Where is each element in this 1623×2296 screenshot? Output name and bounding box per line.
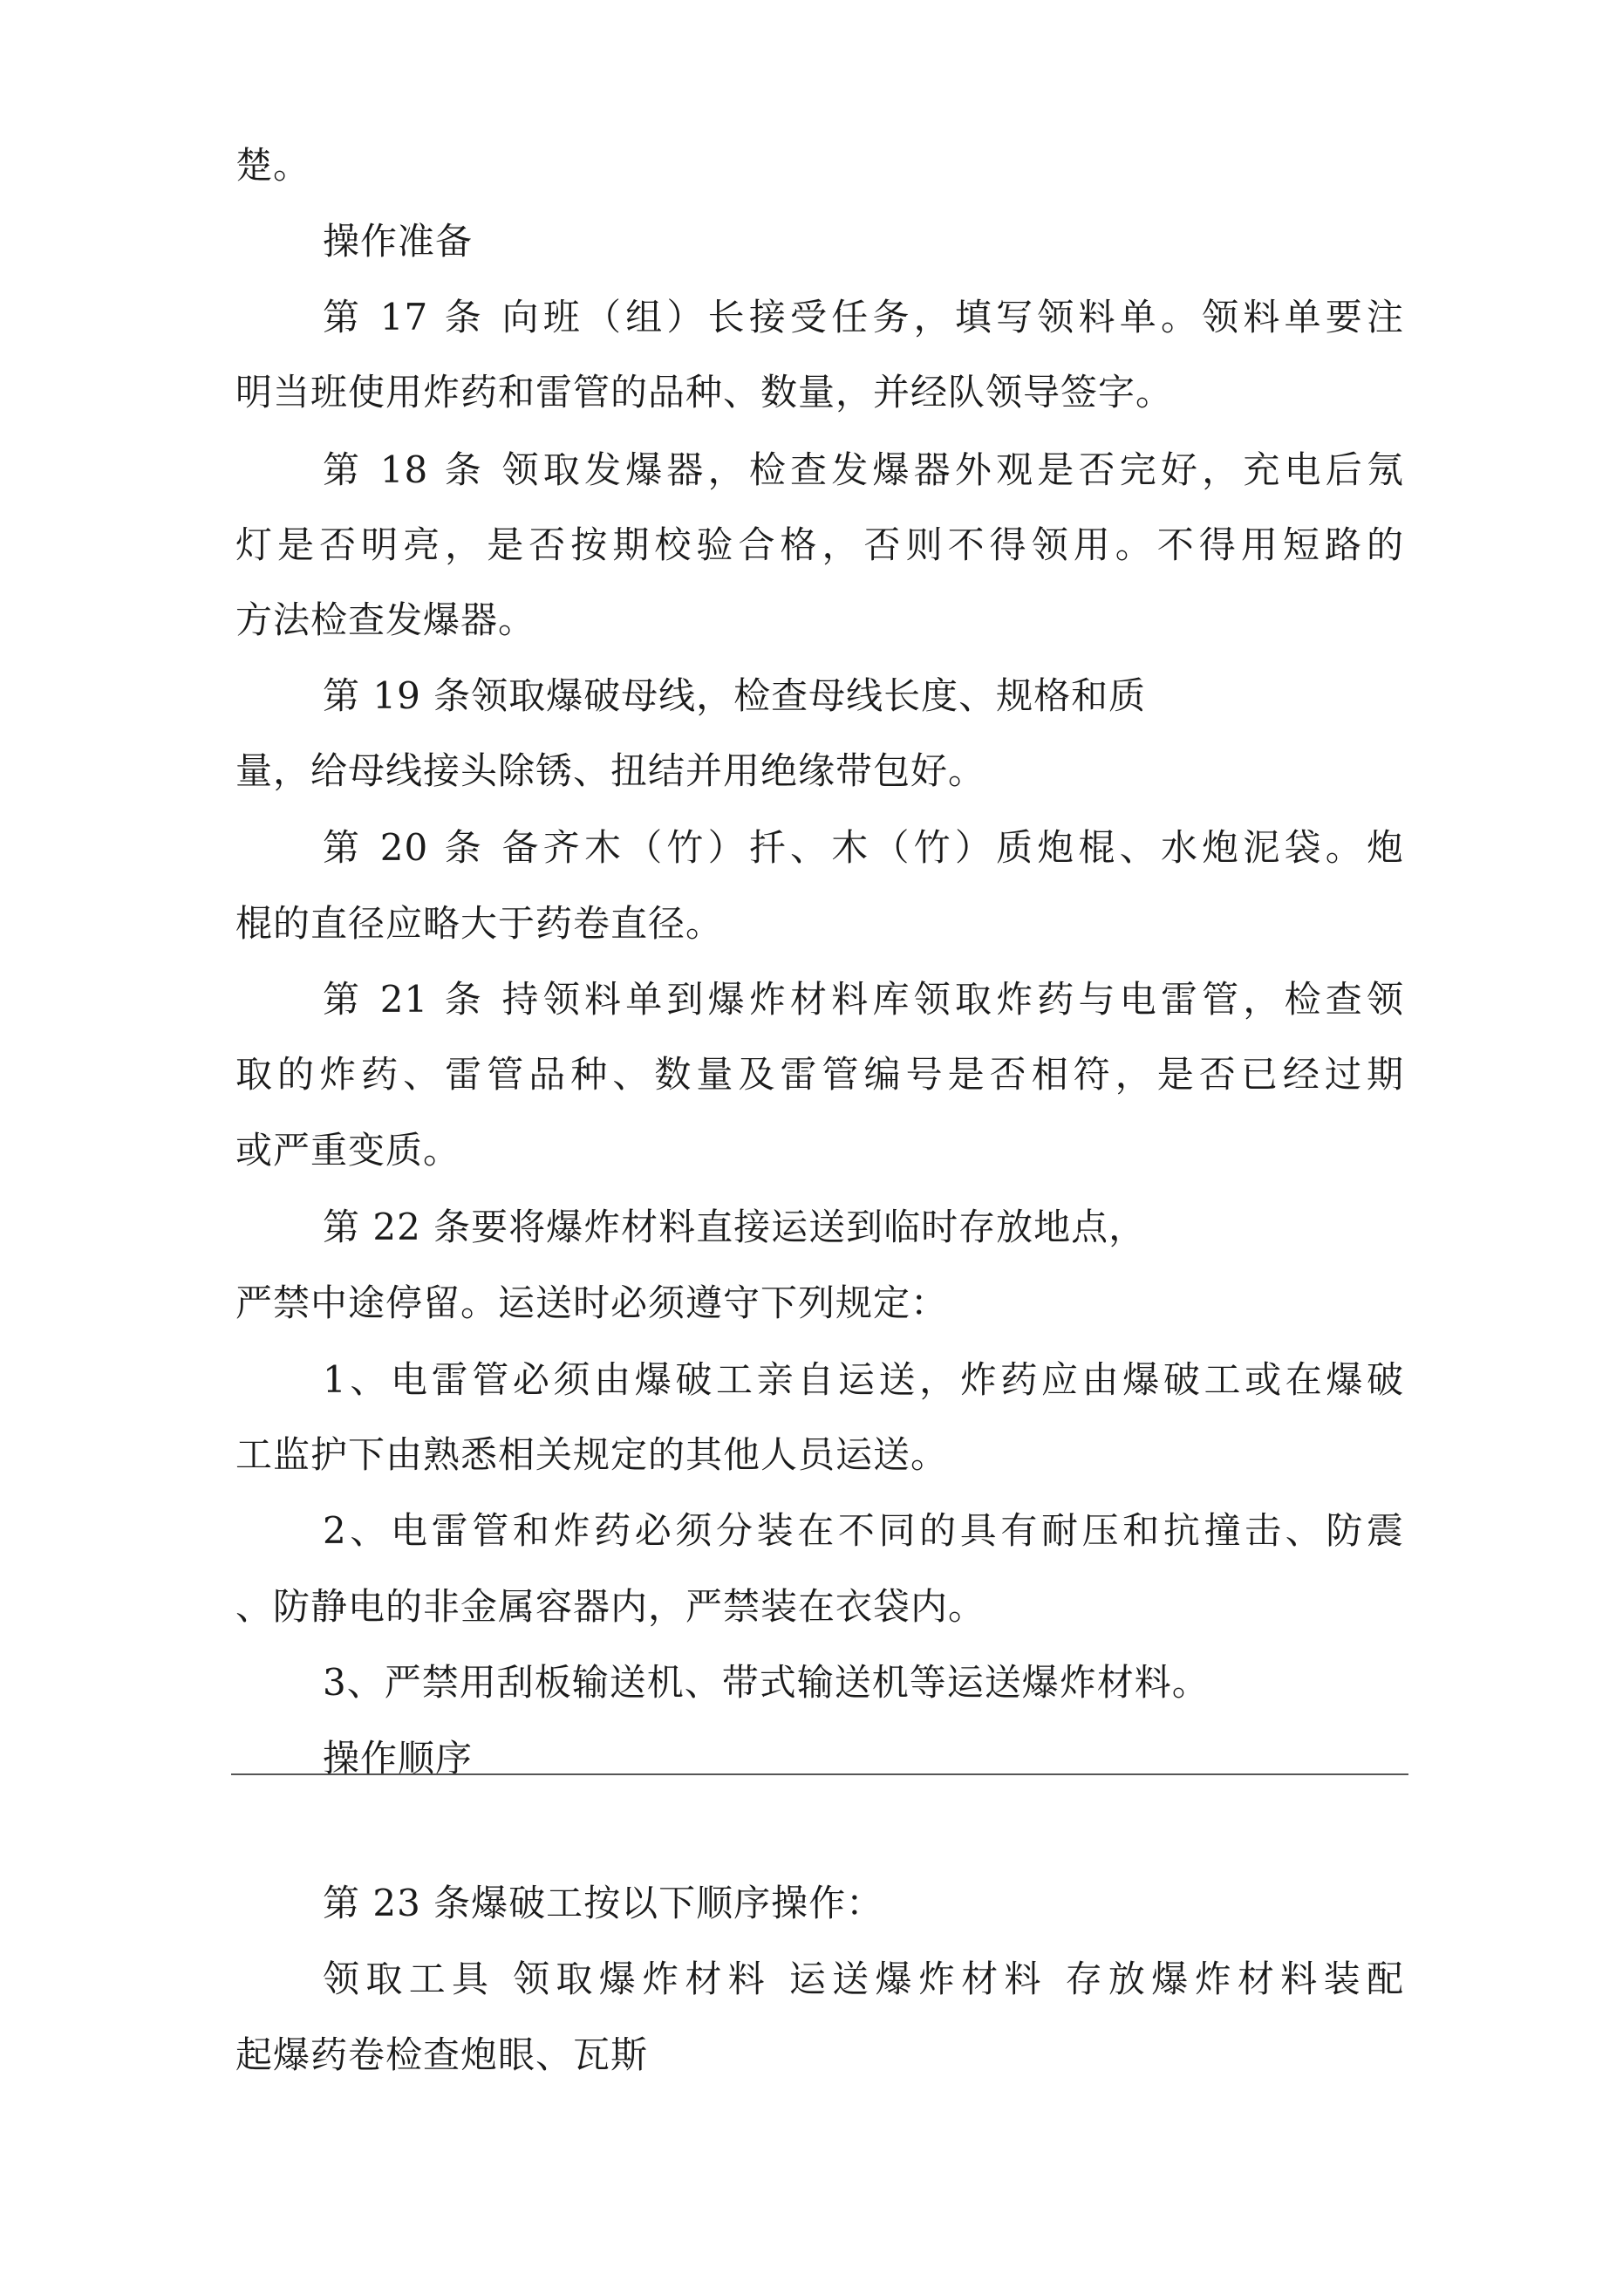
text-line: 第 19 条领取爆破母线，检查母线长度、规格和质 (323, 674, 1147, 717)
text-line: 1、电雷管必须由爆破工亲自运送，炸药应由爆破工或在爆破 (323, 1358, 1404, 1401)
text-line: 明当班使用炸药和雷管的品种、数量，并经队领导签字。 (235, 371, 1174, 413)
text-line: 严禁中途停留。运送时必须遵守下列规定： (235, 1281, 949, 1324)
text-line: 起爆药卷检查炮眼、瓦斯 (235, 2033, 649, 2076)
text-line: 2、电雷管和炸药必须分装在不同的具有耐压和抗撞击、防震 (323, 1509, 1404, 1552)
text-line: 第 21 条 持领料单到爆炸材料库领取炸药与电雷管，检查领 (323, 978, 1404, 1021)
horizontal-divider (231, 1773, 1408, 1775)
section-heading: 操作准备 (323, 220, 474, 263)
text-line: 量，给母线接头除锈、扭结并用绝缘带包好。 (235, 749, 986, 792)
text-line: 第 17 条 向班（组）长接受任务，填写领料单。领料单要注 (323, 296, 1404, 338)
text-line: 第 23 条爆破工按以下顺序操作： (323, 1882, 884, 1924)
text-line: 取的炸药、雷管品种、数量及雷管编号是否相符，是否已经过期 (235, 1053, 1404, 1096)
text-line: 或严重变质。 (235, 1129, 461, 1172)
text-line: 第 22 条要将爆炸材料直接运送到临时存放地点， (323, 1206, 1147, 1248)
text-line: 棍的直径应略大于药卷直径。 (235, 902, 724, 945)
section-heading: 操作顺序 (323, 1737, 474, 1780)
text-line: 第 20 条 备齐木（竹）扦、木（竹）质炮棍、水炮泥袋。炮 (323, 826, 1404, 869)
text-line: 灯是否明亮，是否按期校验合格，否则不得领用。不得用短路的 (235, 523, 1404, 566)
text-line: 工监护下由熟悉相关规定的其他人员运送。 (235, 1433, 949, 1476)
text-line: 3、严禁用刮板输送机、带式输送机等运送爆炸材料。 (323, 1661, 1210, 1704)
text-line: 、防静电的非金属容器内，严禁装在衣袋内。 (235, 1585, 986, 1628)
text-line: 第 18 条 领取发爆器，检查发爆器外观是否完好，充电后氖 (323, 448, 1404, 491)
text-line: 楚。 (235, 144, 311, 187)
text-line: 方法检查发爆器。 (235, 598, 536, 641)
text-line: 领取工具 领取爆炸材料 运送爆炸材料 存放爆炸材料装配 (323, 1958, 1404, 2000)
